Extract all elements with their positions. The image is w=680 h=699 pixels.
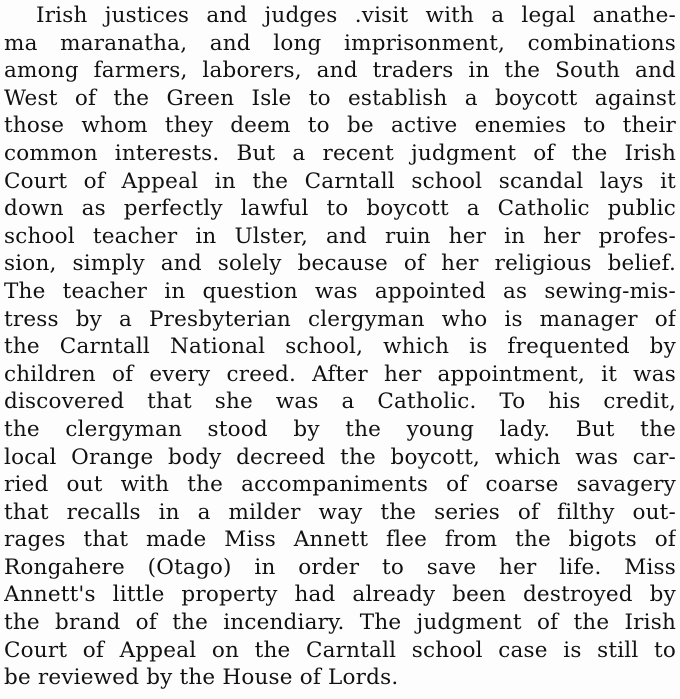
text-line: tress by a Presbyterian clergyman who is manager of [4, 306, 676, 332]
text-line: the Carntall National school, which is frequented by [4, 334, 676, 360]
text-line: local Orange body decreed the boycott, which was car- [4, 444, 676, 470]
article-column [4, 2, 676, 692]
text-line: the clergyman stood by the young lady. But the [4, 416, 676, 442]
text-line: those whom they deem to be active enemies to their [4, 113, 676, 139]
text-line: ried out with the accompaniments of coarse savagery [4, 472, 676, 498]
text-line: rages that made Miss Annett flee from the bigots of [4, 527, 676, 553]
text-line: Irish justices and judges .visit with a legal anathe- [36, 3, 676, 28]
text-line: be reviewed by the House of Lords. [4, 665, 399, 691]
text-line: school teacher in Ulster, and ruin her in her profes- [4, 223, 676, 249]
text-line: Annett's little property had already been destroyed by [4, 582, 676, 608]
text-line: The teacher in question was appointed as sewing-mis- [4, 278, 676, 304]
text-line: ma maranatha, and long imprisonment, combinations [4, 30, 676, 56]
text-line: Court of Appeal on the Carntall school case is still to [4, 637, 676, 663]
text-line: down as perfectly lawful to boycott a Catholic public [4, 196, 676, 222]
text-line: sion, simply and solely because of her religious belief. [4, 251, 676, 277]
text-line: the brand of the incendiary. The judgment of the Irish [4, 610, 676, 636]
text-line: discovered that she was a Catholic. To his credit, [4, 389, 676, 415]
text-line: common interests. But a recent judgment of the Irish [4, 140, 676, 166]
text-line: children of every creed. After her appointment, it was [4, 361, 676, 387]
text-line: among farmers, laborers, and traders in the South and [4, 58, 676, 84]
text-line: Court of Appeal in the Carntall school scandal lays it [4, 168, 676, 194]
text-line: Rongahere (Otago) in order to save her life. Miss [4, 554, 676, 580]
text-line: that recalls in a milder way the series of filthy out- [4, 499, 676, 525]
text-line: West of the Green Isle to establish a boycott against [4, 85, 676, 111]
